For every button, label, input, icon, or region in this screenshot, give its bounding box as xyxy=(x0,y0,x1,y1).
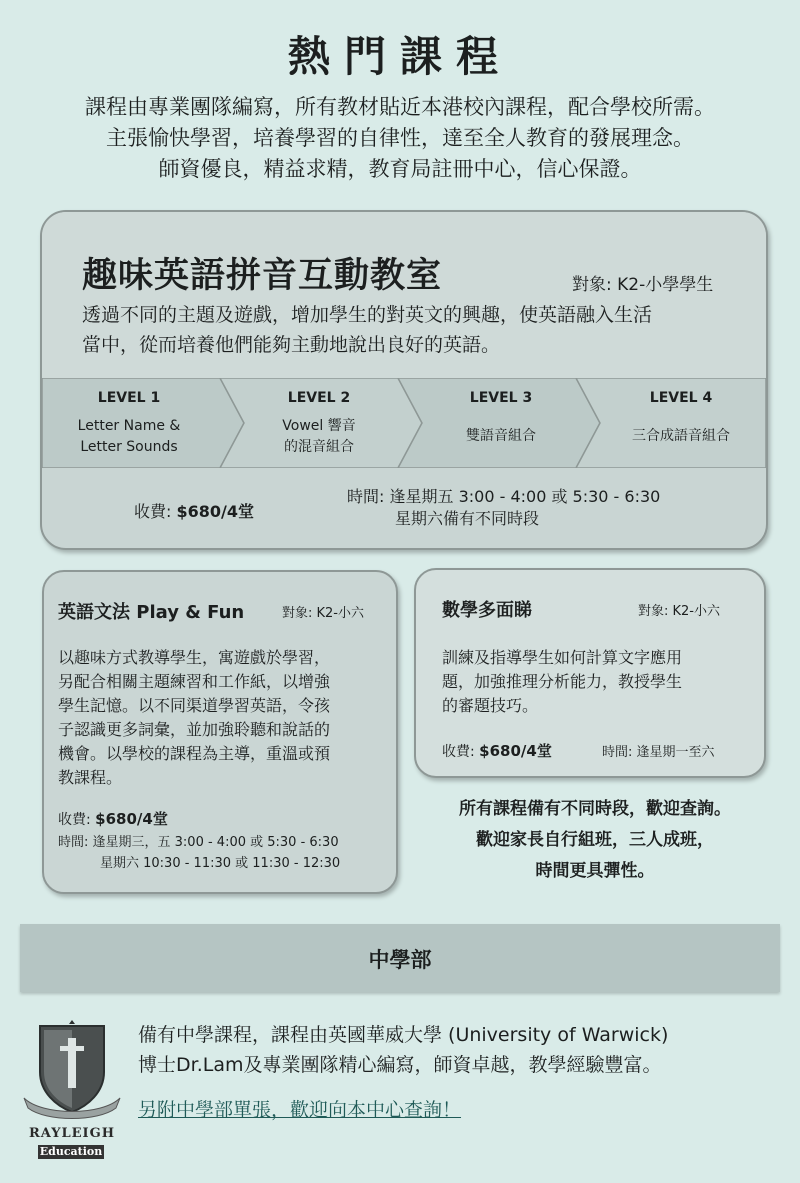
math-line-3: 的審題技巧。 xyxy=(442,696,539,715)
grammar-fee xyxy=(58,808,168,829)
phonics-description xyxy=(82,300,742,360)
level-2-line-1: Vowel 響音 xyxy=(282,418,356,434)
grammar-time-line-2: 星期六 10:30 - 11:30 或 11:30 - 12:30 xyxy=(100,856,341,871)
phonics-fee xyxy=(134,499,254,522)
page-title: 熱門課程 xyxy=(287,32,512,81)
secondary-heading: 中學部 xyxy=(368,948,432,972)
logo-name: RAYLEIGH xyxy=(28,1126,116,1141)
math-line-2: 題，加強推理分析能力，教授學生 xyxy=(442,672,683,691)
grammar-line-2: 另配合相關主題練習和工作紙，以增強 xyxy=(58,672,331,691)
grammar-target: 對象: K2-小六 xyxy=(282,606,364,621)
grammar-line-3: 學生記憶。以不同渠道學習英語，令孩 xyxy=(58,696,331,715)
phonics-time xyxy=(347,486,660,530)
phonics-title: 趣味英語拼音互動教室 xyxy=(82,256,443,296)
rayleigh-logo xyxy=(22,1020,122,1165)
notice-line-2: 歡迎家長自行組班，三人成班， xyxy=(476,830,714,850)
grammar-description xyxy=(58,646,388,790)
math-fee xyxy=(442,740,552,761)
phonics-fee-value: $680/4堂 xyxy=(176,502,255,521)
phonics-fee-label: 收費: xyxy=(134,502,172,521)
level-2-line-2: 的混音組合 xyxy=(284,439,354,455)
level-3-desc: 雙語音組合 xyxy=(466,428,536,444)
grammar-fee-value: $680/4堂 xyxy=(95,810,168,828)
level-1-line-1: Letter Name & xyxy=(77,418,181,434)
grammar-fee-label: 收費: xyxy=(58,812,91,828)
math-title: 數學多面睇 xyxy=(442,600,532,621)
math-target: 對象: K2-小六 xyxy=(638,604,720,619)
shield-crest-icon xyxy=(22,1020,122,1124)
phonics-desc-line-2: 當中，從而培養他們能夠主動地說出良好的英語。 xyxy=(82,334,501,356)
grammar-line-5: 機會。以學校的課程為主導，重溫或預 xyxy=(58,744,331,763)
notice-line-3: 時間更具彈性。 xyxy=(535,861,655,881)
secondary-line-2: 博士Dr.Lam及專業團隊精心編寫，師資卓越，教學經驗豐富。 xyxy=(138,1054,662,1076)
level-1-line-2: Letter Sounds xyxy=(80,439,178,455)
grammar-line-4: 子認識更多詞彙，並加強聆聽和說話的 xyxy=(58,720,331,739)
phonics-time-line-2: 星期六備有不同時段 xyxy=(395,509,540,528)
math-time: 時間: 逢星期一至六 xyxy=(602,745,715,760)
grammar-line-6: 教課程。 xyxy=(58,768,123,787)
grammar-time xyxy=(58,832,394,874)
intro-line-3: 師資優良，精益求精，教育局註冊中心，信心保證。 xyxy=(158,157,642,181)
math-fee-label: 收費: xyxy=(442,744,475,760)
math-description xyxy=(442,646,742,718)
level-1-title: LEVEL 1 xyxy=(97,390,161,406)
secondary-line-1: 備有中學課程，課程由英國華威大學 (University of Warwick) xyxy=(138,1024,669,1046)
math-course-card xyxy=(414,568,766,778)
grammar-time-line-1: 時間: 逢星期三，五 3:00 - 4:00 或 5:30 - 6:30 xyxy=(58,835,339,850)
secondary-section-band xyxy=(20,924,780,992)
level-4-title: LEVEL 4 xyxy=(649,390,713,406)
level-3-title: LEVEL 3 xyxy=(469,390,533,406)
level-4-desc: 三合成語音組合 xyxy=(632,428,730,444)
math-fee-value: $680/4堂 xyxy=(479,742,552,760)
grammar-line-1: 以趣味方式教導學生，寓遊戲於學習， xyxy=(58,648,331,667)
phonics-target: 對象: K2-小學學生 xyxy=(572,275,714,295)
intro-line-1: 課程由專業團隊編寫，所有教材貼近本港校內課程，配合學校所需。 xyxy=(85,95,715,119)
level-progression xyxy=(42,378,766,468)
level-2-desc xyxy=(244,416,394,458)
level-2-title: LEVEL 2 xyxy=(287,390,351,406)
phonics-time-line-1: 時間: 逢星期五 3:00 - 4:00 或 5:30 - 6:30 xyxy=(347,487,661,506)
math-line-1: 訓練及指導學生如何計算文字應用 xyxy=(442,648,683,667)
grammar-title: 英語文法 Play & Fun xyxy=(58,602,245,623)
intro-line-2: 主張愉快學習，培養學習的自律性，達至全人教育的發展理念。 xyxy=(106,126,694,150)
notice-line-1: 所有課程備有不同時段，歡迎查詢。 xyxy=(459,799,731,819)
logo-subtitle: Education xyxy=(39,1145,103,1158)
secondary-inquiry-link[interactable]: 另附中學部單張，歡迎向本中心查詢！ xyxy=(138,1099,462,1121)
phonics-desc-line-1: 透過不同的主題及遊戲，增加學生的對英文的興趣，使英語融入生活 xyxy=(82,304,653,326)
level-1-desc xyxy=(54,416,204,458)
grammar-course-card xyxy=(42,570,398,894)
phonics-course-card xyxy=(40,210,768,550)
